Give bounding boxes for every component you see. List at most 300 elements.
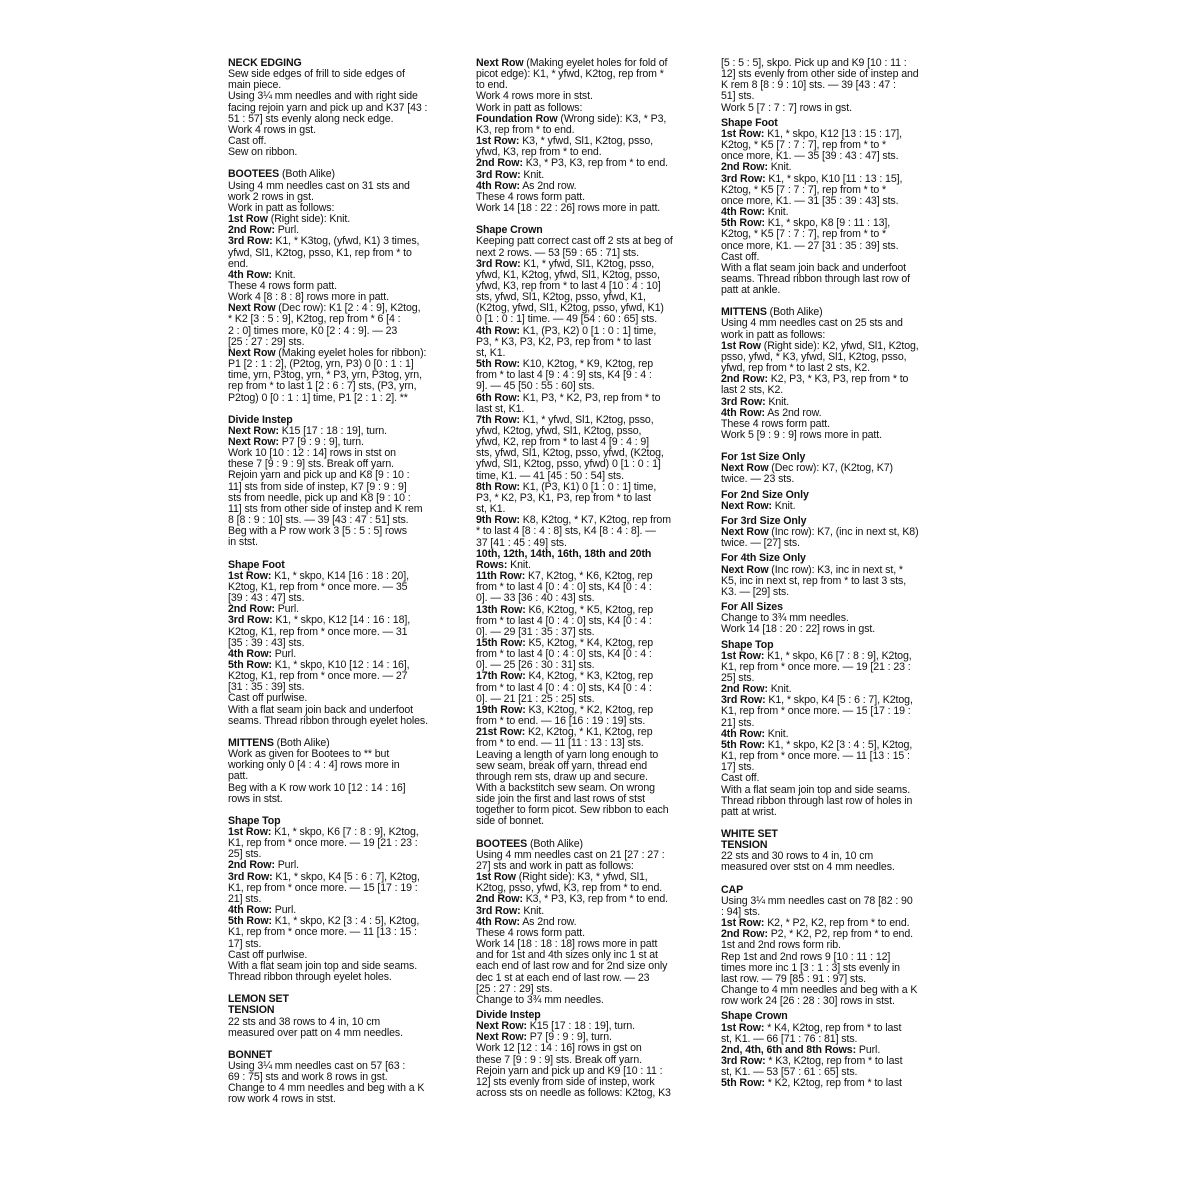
pattern-text-line (476, 248, 714, 259)
instruction-text: Using 4 mm needles cast on 31 sts and (228, 180, 410, 192)
row-label: Next Row (721, 527, 769, 539)
instruction-text: from * to end. — 11 [11 : 13 : 13] sts. (476, 738, 644, 750)
section-heading (721, 829, 959, 840)
pattern-text-line (476, 459, 714, 470)
section-heading (228, 169, 466, 180)
pattern-text-line (721, 662, 959, 673)
instruction-text: picot edge): K1, * yfwd, K2tog, rep from * (476, 69, 664, 81)
instruction-text: each end of last row and for 2nd size only (476, 961, 668, 973)
row-label: 2nd Row: (476, 894, 523, 906)
pattern-text-line (228, 214, 466, 225)
pattern-text-line (721, 565, 959, 576)
pattern-text-line (228, 303, 466, 314)
heading-text: For 1st Size Only (721, 452, 806, 464)
instruction-text: K1, * skpo, K10 [11 : 13 : 15], (765, 173, 903, 185)
heading-text: Shape Top (721, 639, 774, 651)
instruction-text: With a flat seam join top and side seams. (228, 960, 418, 972)
pattern-text-line (476, 772, 714, 783)
instruction-text: time, yrn, P3tog, yrn, * P3, yrn, P3tog, yrn, (228, 370, 422, 382)
instruction-text: measured over stst on 4 mm needles. (721, 862, 895, 874)
instruction-text: st, K1. — 53 [57 : 61 : 65] sts. (721, 1067, 858, 1079)
instruction-text: Knit. (520, 905, 545, 917)
pattern-text-line (476, 370, 714, 381)
instruction-text: Knit. (764, 728, 789, 740)
pattern-text-line (721, 274, 959, 285)
instruction-text: times more inc 1 [3 : 1 : 3] sts evenly in (721, 962, 900, 974)
heading-text: TENSION (721, 840, 768, 852)
instruction-text: 12] sts evenly from other side of instep and (721, 69, 919, 81)
instruction-text: last 2 sts, K2. (721, 385, 784, 397)
pattern-text-line (721, 673, 959, 684)
instruction-text: K1, rep from * once more. — 11 [13 : 15 : (721, 751, 910, 763)
row-label: Next Row: (721, 500, 772, 512)
instruction-text: measured over patt on 4 mm needles. (228, 1027, 403, 1039)
row-label: 4th Row: (476, 180, 520, 192)
row-label: 19th Row: (476, 704, 526, 716)
heading-text: Shape Crown (476, 225, 543, 237)
instruction-text: K1, * skpo, K6 [7 : 8 : 9], K2tog, (271, 827, 419, 838)
row-label: Rows: (476, 559, 508, 571)
pattern-text-line (228, 1094, 466, 1105)
instruction-text: Sew side edges of frill to side edges of (228, 69, 405, 81)
pattern-text-line (476, 761, 714, 772)
row-label: 3rd Row: (228, 236, 273, 248)
instruction-text: dec 1 st at each end of last row. — 23 (476, 972, 650, 984)
pattern-text-line (228, 961, 466, 972)
pattern-text-line (721, 624, 959, 635)
heading-text: CAP (721, 884, 744, 896)
instruction-text: last st, K1. (476, 403, 525, 415)
instruction-text: Purl. (271, 648, 297, 660)
row-label: 2nd Row: (721, 374, 768, 386)
instruction-text: [25 : 27 : 29] sts. (228, 336, 305, 348)
pattern-text-line (721, 740, 959, 751)
spacer (721, 818, 959, 829)
instruction-text: P1 [2 : 1 : 2], (P2tog, yrn, P3) 0 [0 : 1 : 1] (228, 359, 414, 371)
section-heading (228, 1005, 466, 1016)
pattern-text-line (721, 718, 959, 729)
instruction-text: Work in patt as follows: (228, 202, 335, 214)
pattern-text-line (228, 526, 466, 537)
pattern-text-line (721, 940, 959, 951)
instruction-text: Work 4 [8 : 8 : 8] rows more in patt. (228, 292, 389, 304)
instruction-text: rows in stst. (228, 793, 283, 805)
instruction-text: (Right side): Knit. (267, 214, 351, 226)
instruction-text: main piece. (228, 80, 282, 92)
pattern-text-line (721, 285, 959, 296)
instruction-text: [5 : 5 : 5], skpo. Pick up and K9 [10 : 11 : (721, 58, 907, 69)
instruction-text: Work 5 [9 : 9 : 9] rows more in patt. (721, 430, 882, 441)
pattern-text-line (476, 504, 714, 515)
pattern-text-line (476, 649, 714, 660)
pattern-text-line (228, 1017, 466, 1028)
pattern-text-line (228, 248, 466, 259)
pattern-text-line (721, 929, 959, 940)
pattern-text-line (476, 716, 714, 727)
instruction-text: 8 [8 : 9 : 10] sts. — 39 [43 : 47 : 51] sts. (228, 515, 409, 527)
pattern-text-line (228, 504, 466, 515)
row-label: 2nd Row: (228, 225, 275, 237)
instruction-text: (Right side): K3, * yfwd, Sl1, (515, 872, 648, 884)
row-label: 2nd Row: (228, 604, 275, 616)
pattern-text-line (476, 593, 714, 604)
row-label: 5th Row: (228, 916, 272, 928)
pattern-text-line (721, 785, 959, 796)
instruction-text: K4, K2tog, * K3, K2tog, rep (525, 671, 654, 683)
heading-text: Shape Crown (721, 1011, 788, 1023)
instruction-text: P2tog) 0 [0 : 1 : 1] time, P1 [2 : 1 : 2]. ** (228, 392, 408, 404)
instruction-text: row work 4 rows in stst. (228, 1094, 336, 1106)
instruction-text: Change to 4 mm needles and beg with a K (228, 1083, 425, 1095)
row-label: 2nd Row: (721, 929, 768, 941)
row-label: 5th Row: (721, 1078, 765, 1090)
instruction-text: * K3, K2tog, rep from * to last (765, 1055, 903, 1067)
pattern-text-line (476, 1032, 714, 1043)
instruction-text: Rejoin yarn and pick up and K9 [10 : 11 : (476, 1065, 663, 1077)
pattern-text-line (476, 538, 714, 549)
pattern-text-line (721, 91, 959, 102)
section-heading (721, 885, 959, 896)
instruction-text: Purl. (271, 905, 297, 917)
section-heading (721, 490, 959, 501)
instruction-text: (Dec row): K1 [2 : 4 : 9], K2tog, (275, 303, 421, 315)
pattern-text-line (228, 716, 466, 727)
heading-text: NECK EDGING (228, 58, 302, 69)
pattern-text-line (721, 241, 959, 252)
section-heading (228, 58, 466, 69)
instruction-text: 17] sts. (721, 762, 755, 774)
instruction-text: yfwd, K3, rep from * to end. (476, 147, 602, 159)
instruction-text: Knit. (520, 169, 545, 181)
instruction-text: (Inc row): K7, (inc in next st, K8) (768, 527, 919, 539)
instruction-text: K5, K2tog, * K4, K2tog, rep (525, 637, 654, 649)
instruction-text: K1, (P3, K2) 0 [1 : 0 : 1] time, (519, 325, 657, 337)
instruction-text: next 2 rows. — 53 [59 : 65 : 71] sts. (476, 247, 639, 259)
instruction-text: These 4 rows form patt. (476, 927, 585, 939)
pattern-text-line (228, 281, 466, 292)
pattern-text-line (721, 263, 959, 274)
instruction-text: once more, K1. — 35 [39 : 43 : 47] sts. (721, 151, 899, 163)
pattern-text-line (721, 385, 959, 396)
instruction-text: K2, * P2, K2, rep from * to end. (764, 918, 910, 930)
instruction-text: Using 4 mm needles cast on 21 [27 : 27 : (476, 849, 665, 861)
instruction-text: (K2tog, yfwd, Sl1, K2tog, psso, yfwd, K1) (476, 303, 664, 315)
instruction-text: 25] sts. (228, 849, 262, 861)
instruction-text: * to last 4 [8 : 4 : 8] sts, K4 [8 : 4 : 8]. — (476, 526, 656, 538)
section-heading (476, 225, 714, 236)
pattern-text-line (228, 91, 466, 102)
pattern-text-line (228, 80, 466, 91)
instruction-text: These 4 rows form patt. (721, 418, 830, 430)
pattern-text-line (721, 151, 959, 162)
pattern-text-line (721, 896, 959, 907)
section-heading (721, 553, 959, 564)
instruction-text: Purl. (274, 860, 300, 872)
pattern-text-line (476, 114, 714, 125)
heading-note: (Both Alike) (527, 838, 583, 850)
pattern-text-line (721, 684, 959, 695)
heading-text: Divide Instep (476, 1009, 541, 1021)
pattern-text-line (721, 463, 959, 474)
pattern-text-line (721, 430, 959, 441)
pattern-text-line (476, 894, 714, 905)
pattern-text-line (476, 694, 714, 705)
pattern-text-line (228, 381, 466, 392)
pattern-text-line (721, 907, 959, 918)
pattern-text-line (476, 973, 714, 984)
pattern-text-line (721, 363, 959, 374)
pattern-text-line (476, 1055, 714, 1066)
pattern-text-line (721, 129, 959, 140)
instruction-text: side of bonnet. (476, 816, 545, 828)
pattern-text-line (476, 605, 714, 616)
instruction-text: work in patt as follows: (721, 329, 826, 341)
heading-text: LEMON SET (228, 994, 289, 1006)
pattern-text-line (476, 906, 714, 917)
instruction-text: sts from needle, pick up and K8 [9 : 10 : (228, 492, 411, 504)
instruction-text: work 2 rows in gst. (228, 191, 314, 203)
pattern-text-line (476, 727, 714, 738)
pattern-text-line (476, 961, 714, 972)
pattern-text-line (476, 1088, 714, 1099)
instruction-text: row work 24 [26 : 28 : 30] rows in stst. (721, 996, 895, 1008)
instruction-text: (Dec row): K7, (K2tog, K7) (768, 463, 893, 475)
instruction-text: 0]. — 33 [36 : 40 : 43] sts. (476, 593, 595, 605)
pattern-text-line (476, 671, 714, 682)
instruction-text: last row. — 79 [85 : 91 : 97] sts. (721, 973, 866, 985)
pattern-text-line (228, 972, 466, 983)
pattern-text-line (228, 314, 466, 325)
pattern-text-line (228, 638, 466, 649)
instruction-text: K2tog, * K5 [7 : 7 : 7], rep from * to * (721, 140, 886, 152)
pattern-text-line (476, 337, 714, 348)
instruction-text: 51] sts. (721, 91, 755, 103)
instruction-text: 22 sts and 30 rows to 4 in, 10 cm (721, 851, 874, 863)
instruction-text: K15 [17 : 18 : 19], turn. (526, 1021, 636, 1033)
pattern-text-line (228, 426, 466, 437)
pattern-text-line (228, 860, 466, 871)
row-label: 1st Row: (228, 827, 272, 838)
instruction-text: 25] sts. (721, 672, 755, 684)
instruction-text: These 4 rows form patt. (228, 280, 337, 292)
pattern-text-line (476, 917, 714, 928)
instruction-text: P7 [9 : 9 : 9], turn. (526, 1032, 612, 1044)
spacer (228, 549, 466, 560)
instruction-text: across sts on needle as follows: K2tog, K3 (476, 1088, 671, 1100)
pattern-text-line (721, 408, 959, 419)
instruction-text: yfwd, K2, rep from * to last 4 [9 : 4 : 9] (476, 437, 650, 449)
pattern-text-line (228, 448, 466, 459)
pattern-text-line (476, 203, 714, 214)
instruction-text: Cast off. (721, 773, 760, 785)
instruction-text: (Right side): K2, yfwd, Sl1, K2tog, (760, 340, 919, 352)
pattern-text-line (476, 147, 714, 158)
instruction-text: and for 1st and 4th sizes only inc 1 st at (476, 950, 658, 962)
instruction-text: psso, yfwd, * K3, yfwd, Sl1, K2tog, psso, (721, 351, 907, 363)
instruction-text: K1, * K3tog, (yfwd, K1) 3 times, (272, 236, 420, 248)
heading-text: BOOTEES (476, 838, 528, 850)
pattern-text-line (476, 493, 714, 504)
pattern-text-line (721, 807, 959, 818)
pattern-text-line (228, 894, 466, 905)
pattern-text-line (476, 526, 714, 537)
row-label: 3rd Row: (476, 258, 521, 270)
instruction-text: Change to 3¾ mm needles. (476, 994, 604, 1006)
pattern-text-line (476, 861, 714, 872)
row-label: 4th Row: (721, 407, 765, 419)
instruction-text: yfwd, Sl1, K2tog, psso, K1, rep from * to (228, 247, 412, 259)
pattern-text-line (721, 185, 959, 196)
row-label: 2nd Row: (721, 162, 768, 174)
pattern-text-line (228, 259, 466, 270)
instruction-text: Work 10 [10 : 12 : 14] rows in stst on (228, 448, 396, 460)
instruction-text: these 7 [9 : 9 : 9] sts. Break off yarn. (228, 459, 394, 471)
instruction-text: Work 4 rows more in stst. (476, 91, 593, 103)
pattern-text-line (721, 318, 959, 329)
instruction-text: K3, rep from * to end. (476, 124, 575, 136)
pattern-text-line (476, 627, 714, 638)
row-label: 1st Row: (721, 918, 765, 930)
instruction-text: K1, * skpo, K8 [9 : 11 : 13], (764, 218, 891, 230)
instruction-text: Using 4 mm needles cast on 25 sts and (721, 318, 903, 330)
instruction-text: K1, * yfwd, Sl1, K2tog, psso, (520, 258, 655, 270)
pattern-text-line (476, 928, 714, 939)
pattern-text-line (228, 950, 466, 961)
section-heading (721, 452, 959, 463)
pattern-text-line (721, 985, 959, 996)
instruction-text: K1, P3, * K2, P3, rep from * to (519, 392, 661, 404)
row-label: 17th Row: (476, 671, 526, 683)
heading-text: MITTENS (721, 307, 767, 319)
instruction-text: K3, K2tog, * K2, K2tog, rep (525, 704, 654, 716)
pattern-text-line (476, 850, 714, 861)
heading-note: (Both Alike) (273, 737, 330, 749)
instruction-text: K1, * yfwd, Sl1, K2tog, psso, (519, 414, 654, 426)
instruction-text: 2 : 0] times more, K0 [2 : 4 : 9]. — 23 (228, 325, 398, 337)
instruction-text: K1, * skpo, K2 [3 : 4 : 5], K2tog, (271, 916, 420, 928)
instruction-text: With a flat seam join back and underfoot (228, 704, 414, 716)
instruction-text: 51 : 57] sts evenly along neck edge. (228, 113, 394, 125)
instruction-text: K1, rep from * once more. — 15 [17 : 19 : (721, 706, 911, 718)
pattern-text-line (721, 773, 959, 784)
pattern-text-line (228, 103, 466, 114)
instruction-text: yfwd, rep from * to last 2 sts, K2. (721, 363, 870, 375)
pattern-text-line (476, 69, 714, 80)
instruction-text: K1, rep from * once more. — 19 [21 : 23 : (228, 838, 418, 850)
row-label: 2nd, 4th, 6th and 8th Rows: (721, 1044, 857, 1056)
instruction-text: Knit. (764, 207, 789, 219)
instruction-text: 0 [1 : 0 : 1] time. — 49 [54 : 60 : 65] sts. (476, 314, 658, 326)
instruction-text: Beg with a K row work 10 [12 : 14 : 16] (228, 782, 406, 794)
spacer (228, 404, 466, 415)
pattern-text-line (228, 905, 466, 916)
instruction-text: 22 sts and 38 rows to 4 in, 10 cm (228, 1016, 381, 1028)
row-label: 21st Row: (476, 727, 526, 739)
section-heading (721, 840, 959, 851)
pattern-text-line (228, 69, 466, 80)
spacer (228, 1039, 466, 1050)
pattern-text-line (228, 270, 466, 281)
pattern-text-line (228, 348, 466, 359)
pattern-text-line (228, 147, 466, 158)
pattern-text-line (721, 996, 959, 1007)
spacer (228, 158, 466, 169)
pattern-text-line (721, 527, 959, 538)
instruction-text: these 7 [9 : 9 : 9] sts. Break off yarn. (476, 1054, 642, 1066)
pattern-text-line (476, 794, 714, 805)
pattern-text-line (476, 950, 714, 961)
instruction-text: Work 12 [12 : 14 : 16] rows in gst on (476, 1043, 642, 1055)
pattern-text-line (721, 1067, 959, 1078)
instruction-text: Change to 4 mm needles and beg with a K (721, 985, 918, 997)
heading-text: BOOTEES (228, 169, 280, 181)
instruction-text: 69 : 75] sts and work 8 rows in gst. (228, 1072, 388, 1084)
instruction-text: * K2 [3 : 5 : 9], K2tog, rep from * 6 [4 : (228, 314, 401, 326)
instruction-text: Knit. (767, 684, 792, 696)
instruction-text: seams. Thread ribbon through eyelet holes. (228, 715, 428, 727)
instruction-text: yfwd, K1, K2tog, yfwd, Sl1, K2tog, psso, (476, 269, 660, 281)
row-label: 4th Row: (476, 325, 520, 337)
heading-text: MITTENS (228, 737, 274, 749)
instruction-text: together to form picot. Sew ribbon to each (476, 805, 669, 817)
pattern-text-line (721, 501, 959, 512)
row-label: 3rd Row: (721, 173, 766, 185)
pattern-text-line (721, 963, 959, 974)
pattern-text-line (476, 393, 714, 404)
instruction-text: Rep 1st and 2nd rows 9 [10 : 11 : 12] (721, 951, 891, 963)
pattern-text-line (476, 482, 714, 493)
pattern-text-line (721, 651, 959, 662)
instruction-text: Work 14 [18 : 20 : 22] rows in gst. (721, 624, 876, 636)
pattern-text-line (721, 341, 959, 352)
instruction-text: [39 : 43 : 47] sts. (228, 593, 305, 605)
instruction-text: facing rejoin yarn and pick up and K37 [43 : (228, 102, 428, 114)
instruction-text: P7 [9 : 9 : 9], turn. (278, 437, 364, 448)
instruction-text: patt at wrist. (721, 806, 777, 818)
instruction-text: 17] sts. (228, 938, 262, 950)
spacer (476, 828, 714, 839)
pattern-text-line (228, 827, 466, 838)
instruction-text: Purl. (856, 1044, 881, 1056)
row-label: 10th, 12th, 14th, 16th, 18th and 20th (476, 548, 652, 560)
pattern-text-line (721, 218, 959, 229)
spacer (476, 214, 714, 225)
pattern-text-line (721, 1023, 959, 1034)
row-label: 4th Row: (228, 648, 272, 660)
instruction-text: As 2nd row. (519, 916, 577, 928)
instruction-text: Cast off. (721, 251, 760, 263)
pattern-text-line (228, 682, 466, 693)
pattern-text-line (228, 582, 466, 593)
pattern-text-line (476, 103, 714, 114)
pattern-text-line (476, 560, 714, 571)
row-label: 2nd Row: (721, 684, 768, 696)
pattern-text-line (228, 326, 466, 337)
instruction-text: 0]. — 25 [26 : 30 : 31] sts. (476, 660, 595, 672)
pattern-text-line (476, 660, 714, 671)
pattern-text-line (721, 576, 959, 587)
pattern-text-line (476, 359, 714, 370)
pattern-text-line (476, 783, 714, 794)
pattern-text-line (721, 974, 959, 985)
pattern-text-line (476, 816, 714, 827)
instruction-text: K1, rep from * once more. — 15 [17 : 19 : (228, 882, 418, 894)
row-label: Foundation Row (476, 113, 558, 125)
pattern-text-line (476, 582, 714, 593)
pattern-text-line (228, 693, 466, 704)
pattern-text-line (476, 348, 714, 359)
heading-text: For 2nd Size Only (721, 489, 809, 501)
